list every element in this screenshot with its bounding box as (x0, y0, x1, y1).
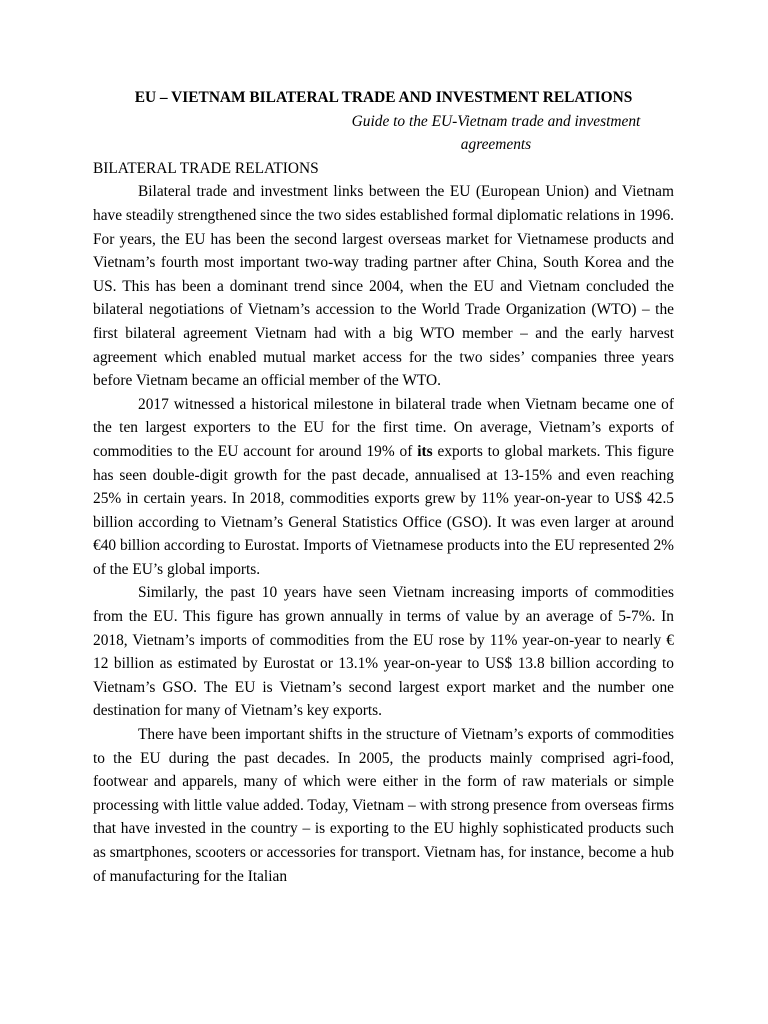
section-heading: BILATERAL TRADE RELATIONS (93, 159, 319, 177)
paragraph-2 (93, 393, 674, 582)
paragraph-4: There have been important shifts in the structure of Vietnam’s exports of commodities to the EU during the past decades. In 2005, the products mainly comprised agri-food, footwear and apparels, many of which were either in the form of raw materials or simple processing with little value added. Today, Vietnam – with strong presence from overseas firms that have invested in the country – is exporting to the EU highly sophisticated products such as smartphones, scooters or accessories for transport. Vietnam has, for instance, become a hub of manufacturing for the Italian (93, 726, 674, 885)
paragraph-2-text-before: 2017 witnessed a historical milestone in bilateral trade when Vietnam became one of the ten largest exporters to the EU for the first time. On average, Vietnam’s exports of commodities to the EU account for around 19% of (93, 395, 674, 460)
paragraph-1: Bilateral trade and investment links between the EU (European Union) and Vietnam have steadily strengthened since the two sides established formal diplomatic relations in 1996. For years, the EU has been the second largest overseas market for Vietnamese products and Vietnam’s fourth most important two-way trading partner after China, South Korea and the US. This has been a dominant trend since 2004, when the EU and Vietnam concluded the bilateral negotiations of Vietnam’s accession to the World Trade Organization (WTO) – the first bilateral agreement Vietnam had with a big WTO member – and the early harvest agreement which enabled mutual market access for the two sides’ companies three years before Vietnam became an official member of the WTO. (93, 183, 674, 390)
document-title: EU – VIETNAM BILATERAL TRADE AND INVESTMENT RELATIONS (134, 89, 633, 106)
paragraph-2-bold-word: its (417, 442, 433, 460)
document-subtitle: Guide to the EU-Vietnam trade and investment agreements (351, 112, 641, 154)
paragraph-3: Similarly, the past 10 years have seen Vietnam increasing imports of commodities from the EU. This figure has grown annually in terms of value by an average of 5-7%. In 2018, Vietnam’s imports of commodities from the EU rose by 11% year-on-year to nearly € 12 billion as estimated by Eurostat or 13.1% year-on-year to US$ 13.8 billion according to Vietnam’s GSO. The EU is Vietnam’s second largest export market and the number one destination for many of Vietnam’s key exports. (93, 584, 674, 720)
document-page (93, 86, 674, 888)
paragraph-2-text-after: exports to global markets. This figure has seen double-digit growth for the past decade, annualised at 13-15% and even reaching 25% in certain years. In 2018, commodities exports grew by 11% year-on-year to US$ 42.5 billion according to Vietnam’s General Statistics Office (GSO). It was even larger at around €40 billion according to Eurostat. Imports of Vietnamese products into the EU represented 2% of the EU’s global imports. (93, 442, 675, 578)
